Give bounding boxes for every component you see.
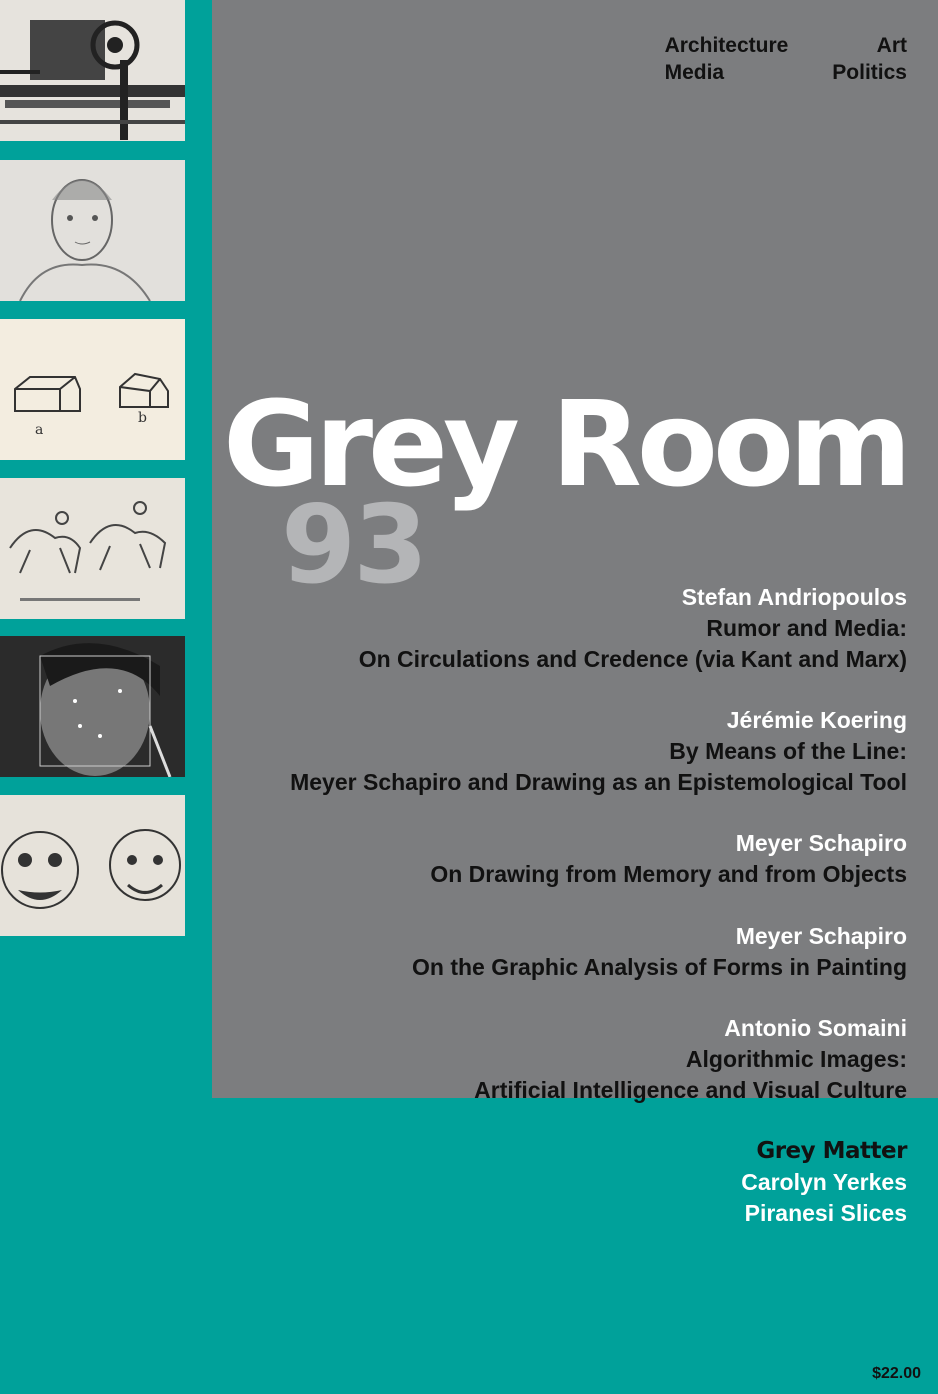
category-label: Architecture [664,34,789,57]
toc-author: Jérémie Koering [726,707,907,733]
issue-number: 93 [281,483,426,608]
thumbnail-house-drawings [0,319,185,460]
section-heading: Grey Matter [756,1138,907,1164]
category-list [665,32,907,86]
toc-entry [207,582,907,675]
toc-entry [207,921,907,983]
thumbnail-portrait-sketch [0,160,185,301]
category-label: Politics [832,61,907,84]
toc-title: On the Graphic Analysis of Forms in Painting [412,954,907,980]
toc-title: Piranesi Slices [744,1200,907,1226]
toc-title: Rumor and Media: [706,615,907,641]
toc-title: On Circulations and Credence (via Kant and Marx) [358,646,907,672]
toc-author: Stefan Andriopoulos [681,584,907,610]
toc-author: Meyer Schapiro [735,830,907,856]
toc-title: Artificial Intelligence and Visual Culture [474,1077,907,1103]
grey-matter-section [207,1136,907,1229]
toc-author: Meyer Schapiro [735,923,907,949]
journal-title: Grey Room [222,375,907,513]
thumbnail-horse-riders [0,478,185,619]
toc-entry [207,705,907,798]
toc-title: Meyer Schapiro and Drawing as an Epistemological Tool [290,769,907,795]
toc-author: Antonio Somaini [724,1015,907,1041]
svg-text:b: b [138,410,147,426]
toc-title: By Means of the Line: [669,738,907,764]
toc-title: On Drawing from Memory and from Objects [430,861,907,887]
toc-title: Algorithmic Images: [685,1046,907,1072]
toc-author: Carolyn Yerkes [741,1169,907,1195]
price-label: $22.00 [872,1365,921,1382]
svg-text:a: a [35,422,44,438]
thumbnail-masks-sketch [0,795,185,936]
category-label: Media [664,61,725,84]
toc-entry [207,828,907,890]
thumbnail-printing-press [0,0,185,141]
toc-entry [207,1013,907,1106]
category-label: Art [876,34,907,57]
thumbnail-face-detection [0,636,185,777]
